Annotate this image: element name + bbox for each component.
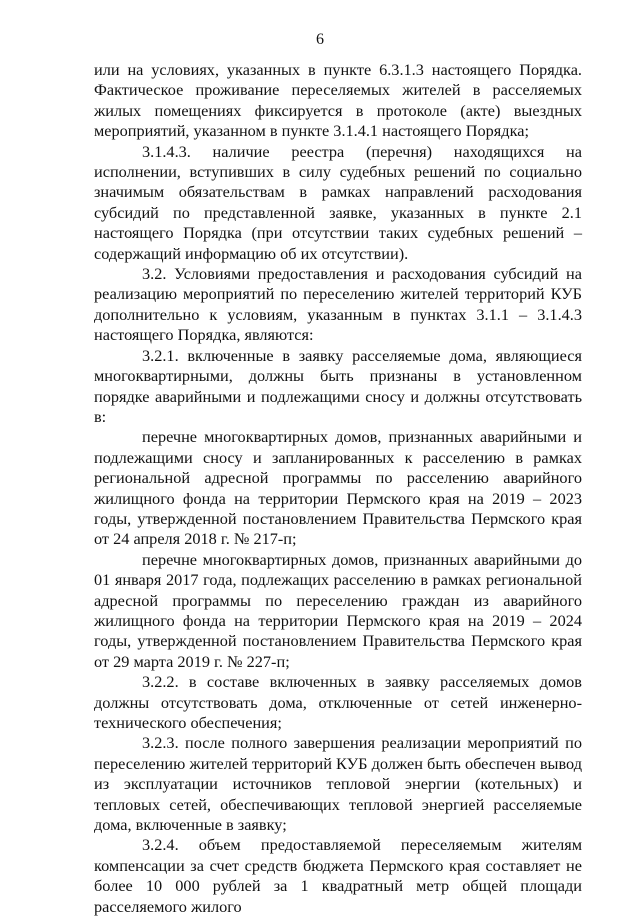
paragraph-continuation: или на условиях, указанных в пункте 6.3.1.3 настоящего Порядка. Фактическое проживание переселяемых жителей в расселяемых жилых помещениях фиксируется в протоколе (акте) выездных мероприятий, указанном в пункте 3.1.4.1 настоящего Порядка; — [94, 60, 582, 141]
paragraph-list-2019-2024: перечне многоквартирных домов, признанных аварийными до 01 января 2017 года, подлежащих расселению в рамках региональной адресной программы по переселению граждан из аварийного жилищного фонда на территории Пермского края на 2019 – 2024 годы, утвержденной постановлением Правительства Пермского края от 29 марта 2019 г. № 227-п; — [94, 549, 582, 671]
paragraph-3-2-3: 3.2.3. после полного завершения реализации мероприятий по переселению жителей территорий КУБ должен быть обеспечен вывод из эксплуатации источников тепловой энергии (котельных) и тепловых сетей, обеспечивающих тепловой энергией расселяемые дома, включенные в заявку; — [94, 733, 582, 835]
paragraph-3-2-1: 3.2.1. включенные в заявку расселяемые дома, являющиеся многоквартирными, должны быть признаны в установленном порядке аварийными и подлежащими сносу и должны отсутствовать в: — [94, 345, 582, 426]
paragraph-list-2019-2023: перечне многоквартирных домов, признанных аварийными и подлежащими сносу и запланированных к расселению в рамках региональной адресной программы по расселению аварийного жилищного фонда на территории Пермского края на 2019 – 2023 годы, утвержденной постановлением Правительства Пермского края от 24 апреля 2018 г. № 217-п; — [94, 427, 582, 549]
paragraph-3-2-2: 3.2.2. в составе включенных в заявку расселяемых домов должны отсутствовать дома, отключенные от сетей инженерно-технического обеспечения; — [94, 672, 582, 732]
paragraph-3-1-4-3: 3.1.4.3. наличие реестра (перечня) находящихся на исполнении, вступивших в силу судебных решений по социально значимым обязательствам в рамках направлений расходования субсидий по представленной заявке, указанных в пункте 2.1 настоящего Порядка (при отсутствии таких судебных решений – содержащий информацию об их отсутствии). — [94, 141, 582, 263]
page-number: 6 — [316, 31, 324, 48]
paragraph-3-2-4: 3.2.4. объем предоставляемой переселяемым жителям компенсации за счет средств бюджета Пермского края составляет не более 10 000 рублей за 1 квадратный метр общей площади расселяемого жилого — [94, 835, 582, 916]
document-body — [94, 60, 582, 917]
paragraph-3-2: 3.2. Условиями предоставления и расходования субсидий на реализацию мероприятий по переселению жителей территорий КУБ дополнительно к условиям, указанным в пунктах 3.1.1 – 3.1.4.3 настоящего Порядка, являются: — [94, 264, 582, 345]
